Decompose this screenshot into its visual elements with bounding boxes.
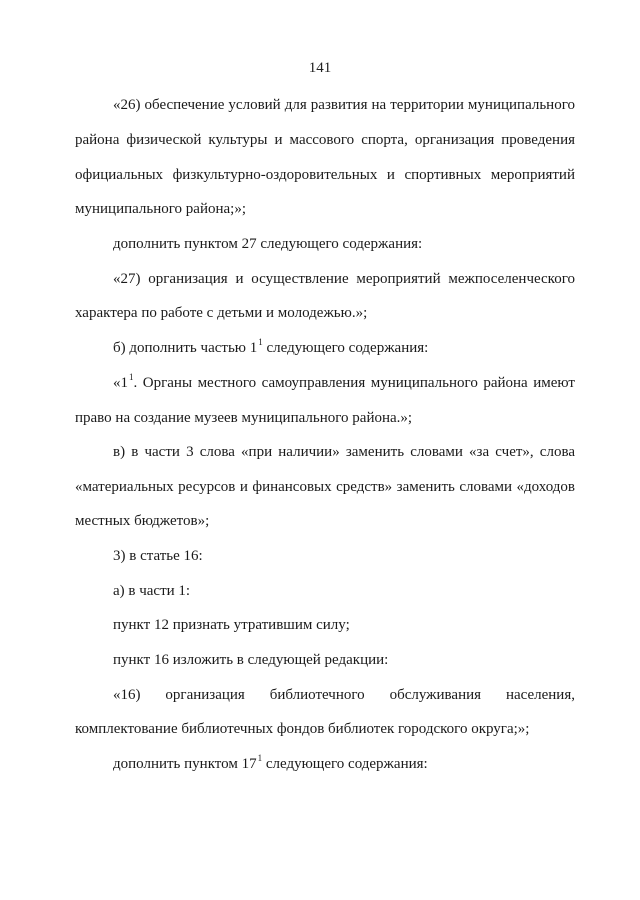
page-number: 141 <box>308 60 332 76</box>
text-span: . Органы местного самоуправления муниципального района имеют <box>133 375 575 391</box>
superscript: 1 <box>129 372 134 382</box>
text-span: следующего содержания: <box>262 756 428 772</box>
superscript: 1 <box>258 337 263 347</box>
paragraph-line: в) в части 3 слова «при наличии» заменить словами «за счет», слова <box>113 444 575 460</box>
paragraph-line: района физической культуры и массового спорта, организация проведения <box>75 132 575 148</box>
paragraph-line: «26) обеспечение условий для развития на территории муниципального <box>113 97 575 113</box>
text-span: б) дополнить частью 1 <box>113 340 258 356</box>
paragraph-line: а) в части 1: <box>113 583 191 599</box>
paragraph-line: право на создание музеев муниципального района.»; <box>75 410 413 426</box>
paragraph-line: «16) организация библиотечного обслуживания населения, <box>113 687 575 703</box>
text-span: следующего содержания: <box>262 340 429 356</box>
paragraph-line: «27) организация и осуществление мероприятий межпоселенческого <box>113 271 575 287</box>
paragraph-line: муниципального района;»; <box>75 201 247 217</box>
paragraph-line: дополнить пунктом 27 следующего содержания: <box>113 236 423 252</box>
paragraph-line: пункт 12 признать утратившим силу; <box>113 617 350 633</box>
superscript: 1 <box>257 753 263 763</box>
paragraph-line: пункт 16 изложить в следующей редакции: <box>113 652 389 668</box>
paragraph-line: комплектование библиотечных фондов библиотек городского округа;»; <box>75 721 530 737</box>
paragraph-line <box>113 374 575 393</box>
paragraph-line: официальных физкультурно-оздоровительных и спортивных мероприятий <box>75 167 575 183</box>
paragraph-line <box>113 339 428 358</box>
paragraph-line: «материальных ресурсов и финансовых средств» заменить словами «доходов <box>75 479 575 495</box>
paragraph-line: местных бюджетов»; <box>75 513 210 529</box>
text-span: дополнить пунктом 17 <box>113 756 257 772</box>
paragraph-line <box>113 755 428 774</box>
text-span: «1 <box>113 375 128 391</box>
paragraph-line: 3) в статье 16: <box>113 548 203 564</box>
paragraph-line: характера по работе с детьми и молодежью.»; <box>75 305 368 321</box>
